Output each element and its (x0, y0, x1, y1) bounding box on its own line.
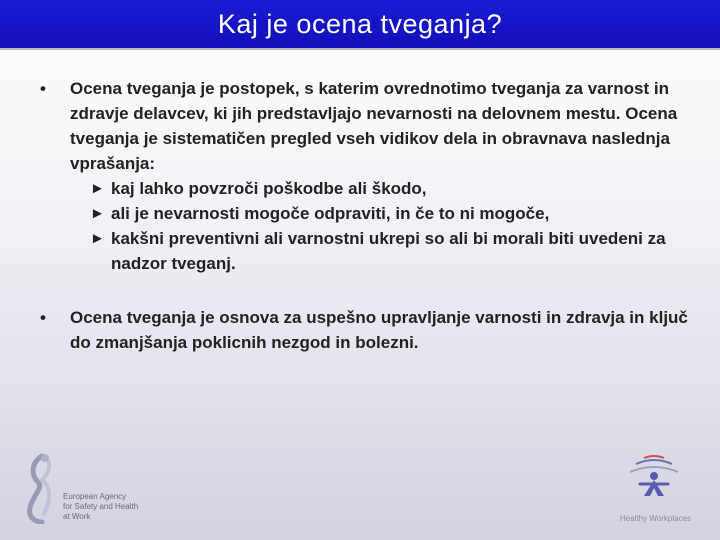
arrow-icon: ► (90, 205, 105, 222)
agency-figure-icon (22, 452, 62, 524)
title-bar (0, 0, 720, 50)
logo-line: European Agency (63, 492, 127, 501)
healthy-workplaces-logo (614, 452, 704, 527)
bullet-icon: • (40, 79, 46, 98)
sub-item-3 (80, 226, 690, 276)
eu-osha-logo (22, 452, 152, 527)
sub-item-1 (80, 176, 690, 201)
eu-osha-logo-text (63, 492, 138, 522)
bullet-item-2 (40, 305, 690, 355)
arrow-icon: ► (90, 180, 105, 197)
slide-content (40, 76, 690, 355)
arrow-icon: ► (90, 230, 105, 247)
bullet-text: Ocena tveganja je osnova za uspešno upravljanje varnosti in zdravja in ključ do zmanjšanja poklicnih nezgod in bolezni. (70, 308, 688, 352)
logo-line: at Work (63, 512, 91, 521)
logo-line: for Safety and Health (63, 502, 139, 511)
sub-item-2 (80, 201, 690, 226)
sub-item-text: ali je nevarnosti mogoče odpraviti, in če to ni mogoče, (111, 204, 550, 223)
bullet-item-1 (40, 76, 690, 276)
bullet-text: Ocena tveganja je postopek, s katerim ovrednotimo tveganja za varnost in zdravje delavcev, ki jih predstavljajo nevarnosti na delovnem mestu. Ocena tveganja je sistematičen pregled vseh vidikov dela in obravnava naslednja vprašanja: (70, 79, 678, 173)
bullet-icon: • (40, 308, 46, 327)
sub-item-text: kaj lahko povzroči poškodbe ali škodo, (111, 179, 427, 198)
healthy-workplaces-text: Healthy Workplaces (620, 514, 691, 523)
slide-title: Kaj je ocena tveganja? (217, 8, 503, 39)
sub-item-text: kakšni preventivni ali varnostni ukrepi so ali bi morali biti uvedeni za nadzor tveganj. (111, 229, 666, 273)
star-person-icon (614, 452, 694, 512)
